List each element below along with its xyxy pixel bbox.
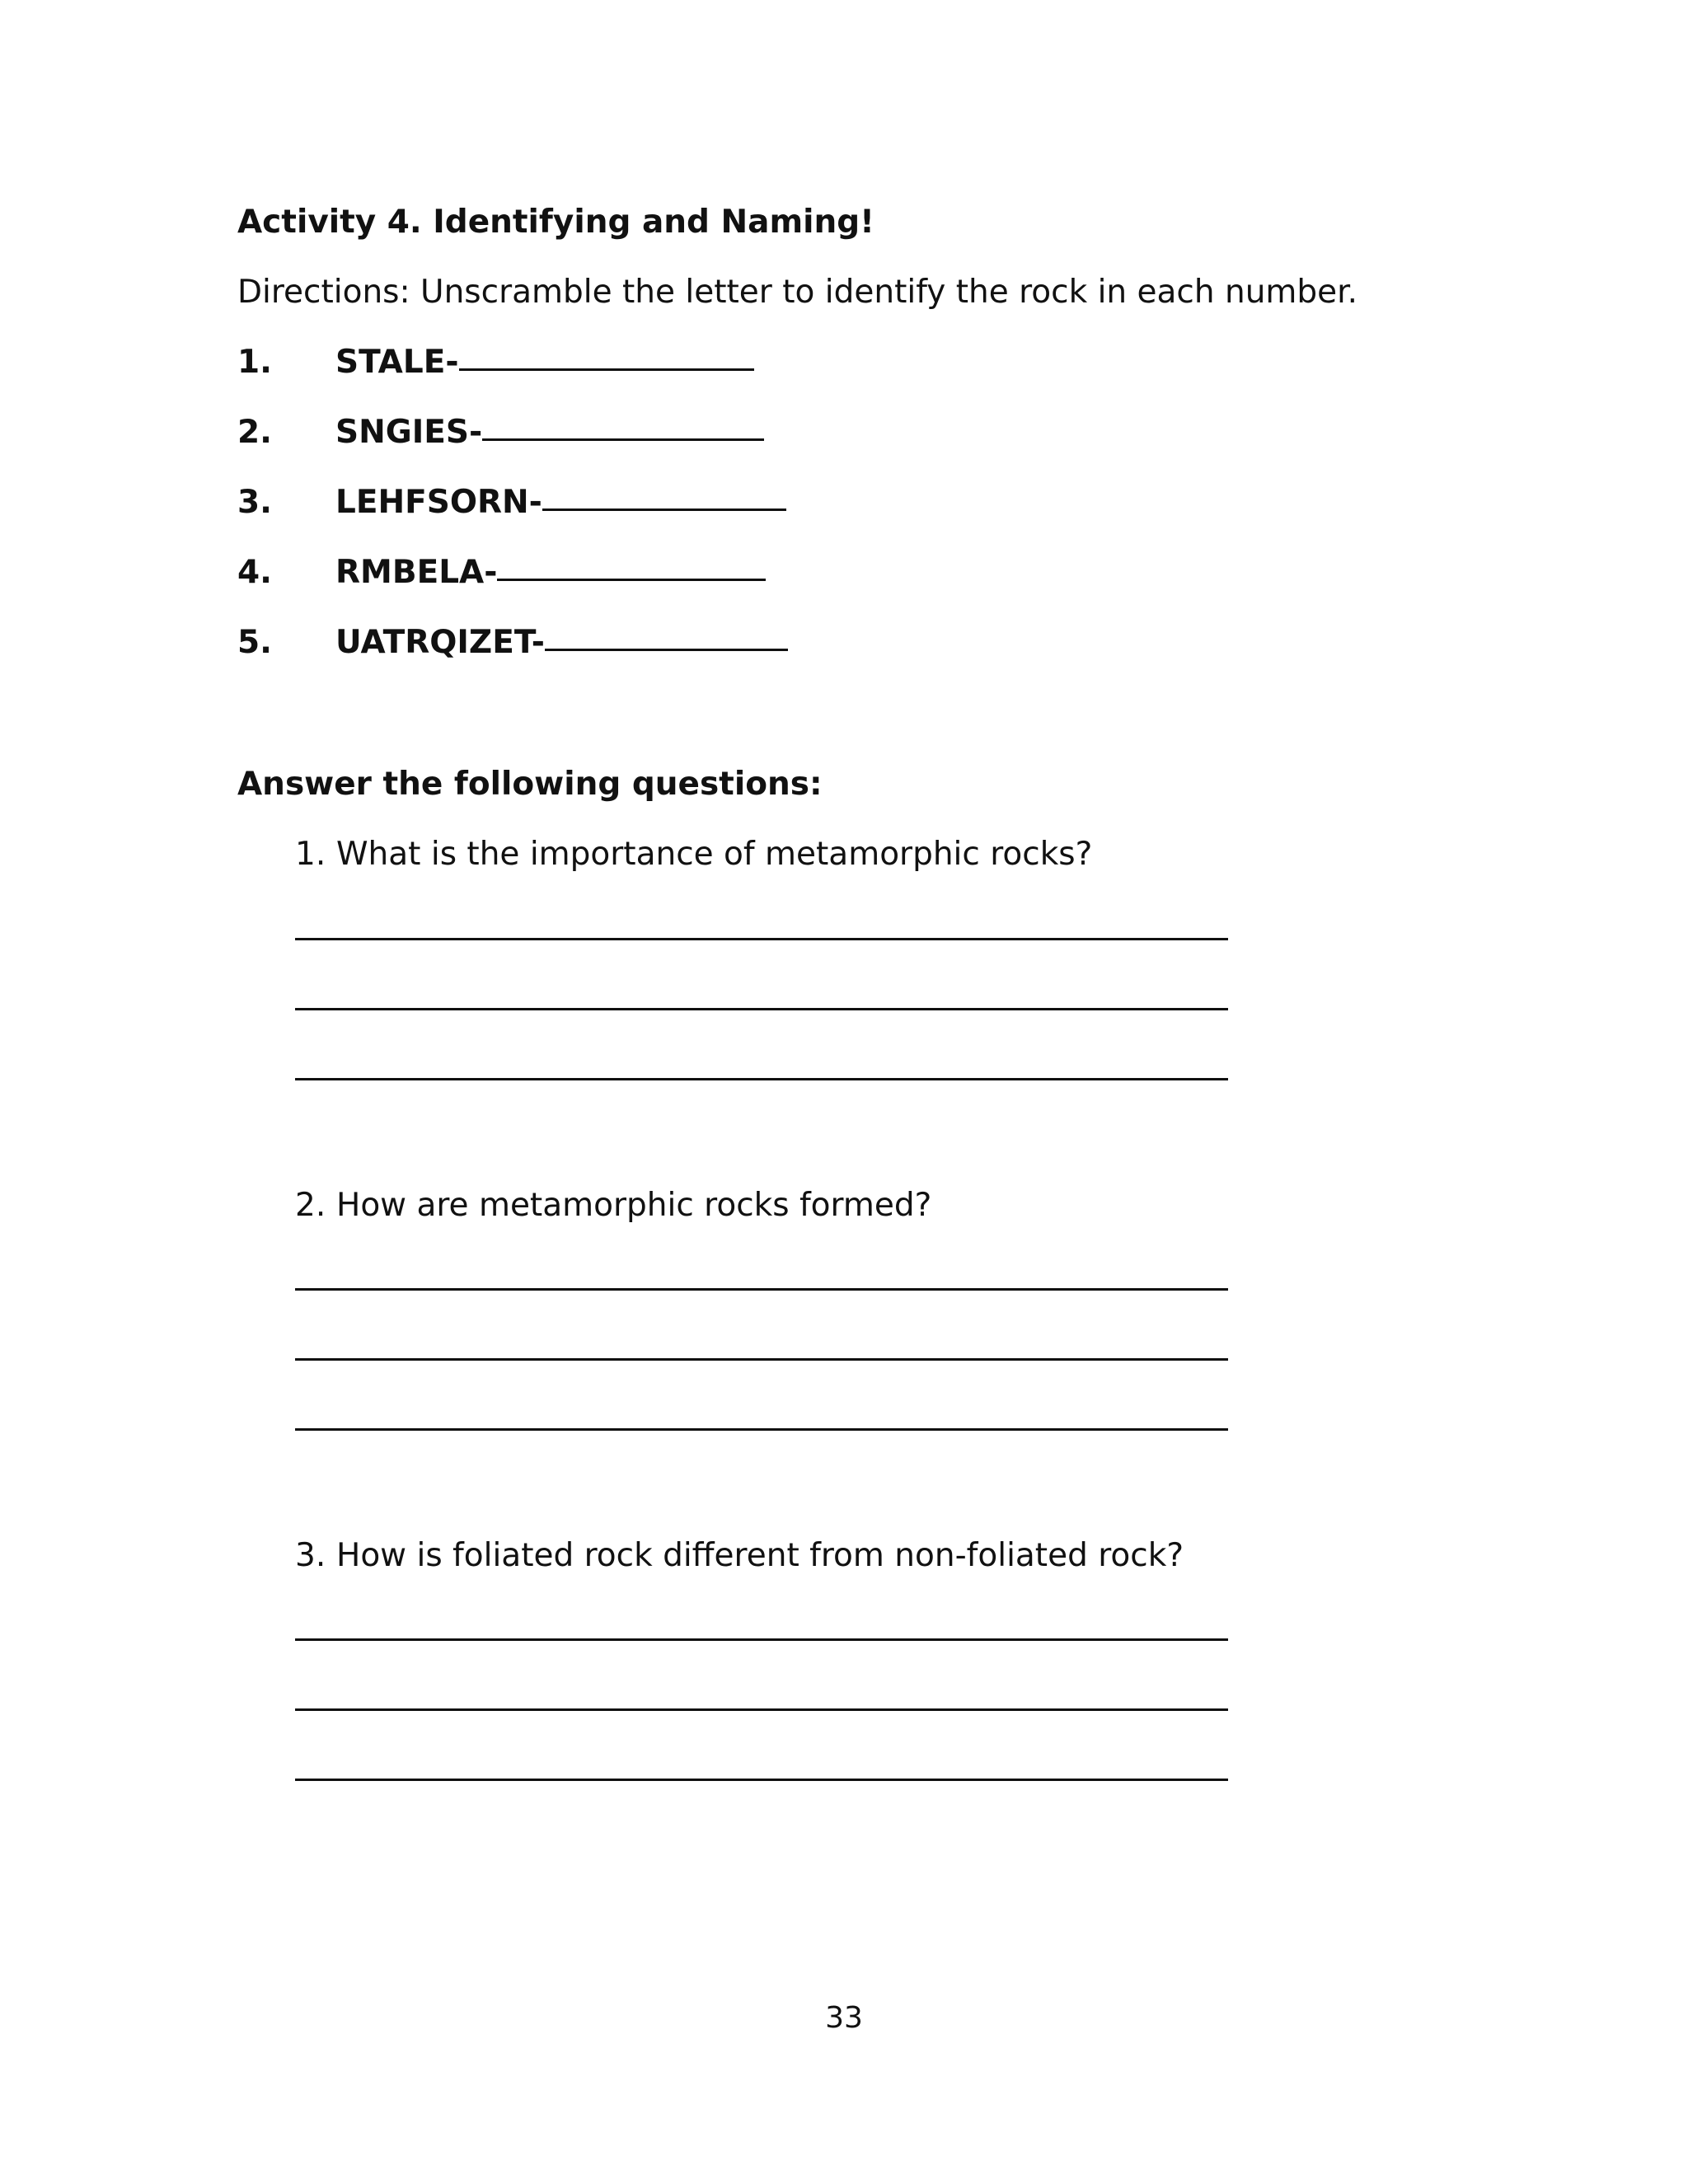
scramble-item-word: UATRQIZET- xyxy=(335,624,545,661)
scramble-item-word: LEHFSORN- xyxy=(335,484,542,521)
answer-line[interactable] xyxy=(295,1779,1228,1781)
answer-blank[interactable] xyxy=(482,438,764,441)
answer-line[interactable] xyxy=(295,1358,1228,1361)
question-1 xyxy=(295,832,1092,878)
question-text: How are metamorphic rocks formed? xyxy=(336,1187,932,1224)
scramble-item-number: 5. xyxy=(237,624,272,661)
question-2 xyxy=(295,1183,931,1229)
answer-line[interactable] xyxy=(295,1078,1228,1080)
answer-line[interactable] xyxy=(295,1708,1228,1711)
page-number: 33 xyxy=(825,2001,863,2035)
answer-line[interactable] xyxy=(295,1638,1228,1641)
activity-directions: Directions: Unscramble the letter to identify the rock in each number. xyxy=(237,274,1358,311)
answer-line[interactable] xyxy=(295,1428,1228,1431)
answer-blank[interactable] xyxy=(545,649,788,651)
answer-blank[interactable] xyxy=(542,509,786,511)
answer-line[interactable] xyxy=(295,938,1228,940)
question-number: 3. xyxy=(295,1537,326,1574)
activity-title: Activity 4. Identifying and Naming! xyxy=(237,204,874,241)
question-3 xyxy=(295,1533,1184,1579)
question-number: 1. xyxy=(295,836,326,873)
question-text: How is foliated rock different from non-foliated rock? xyxy=(336,1537,1184,1574)
scramble-item-word: SNGIES- xyxy=(335,414,483,451)
answer-blank[interactable] xyxy=(459,368,754,371)
scramble-item-number: 2. xyxy=(237,414,272,451)
question-text: What is the importance of metamorphic rocks? xyxy=(336,836,1093,873)
scramble-item-word: STALE- xyxy=(335,344,459,381)
questions-heading: Answer the following questions: xyxy=(237,766,823,803)
answer-blank[interactable] xyxy=(497,579,766,581)
scramble-item-word: RMBELA- xyxy=(335,554,498,591)
answer-line[interactable] xyxy=(295,1288,1228,1291)
scramble-item-number: 4. xyxy=(237,554,272,591)
scramble-item-number: 1. xyxy=(237,344,272,381)
scramble-item-number: 3. xyxy=(237,484,272,521)
question-number: 2. xyxy=(295,1187,326,1224)
answer-line[interactable] xyxy=(295,1008,1228,1010)
